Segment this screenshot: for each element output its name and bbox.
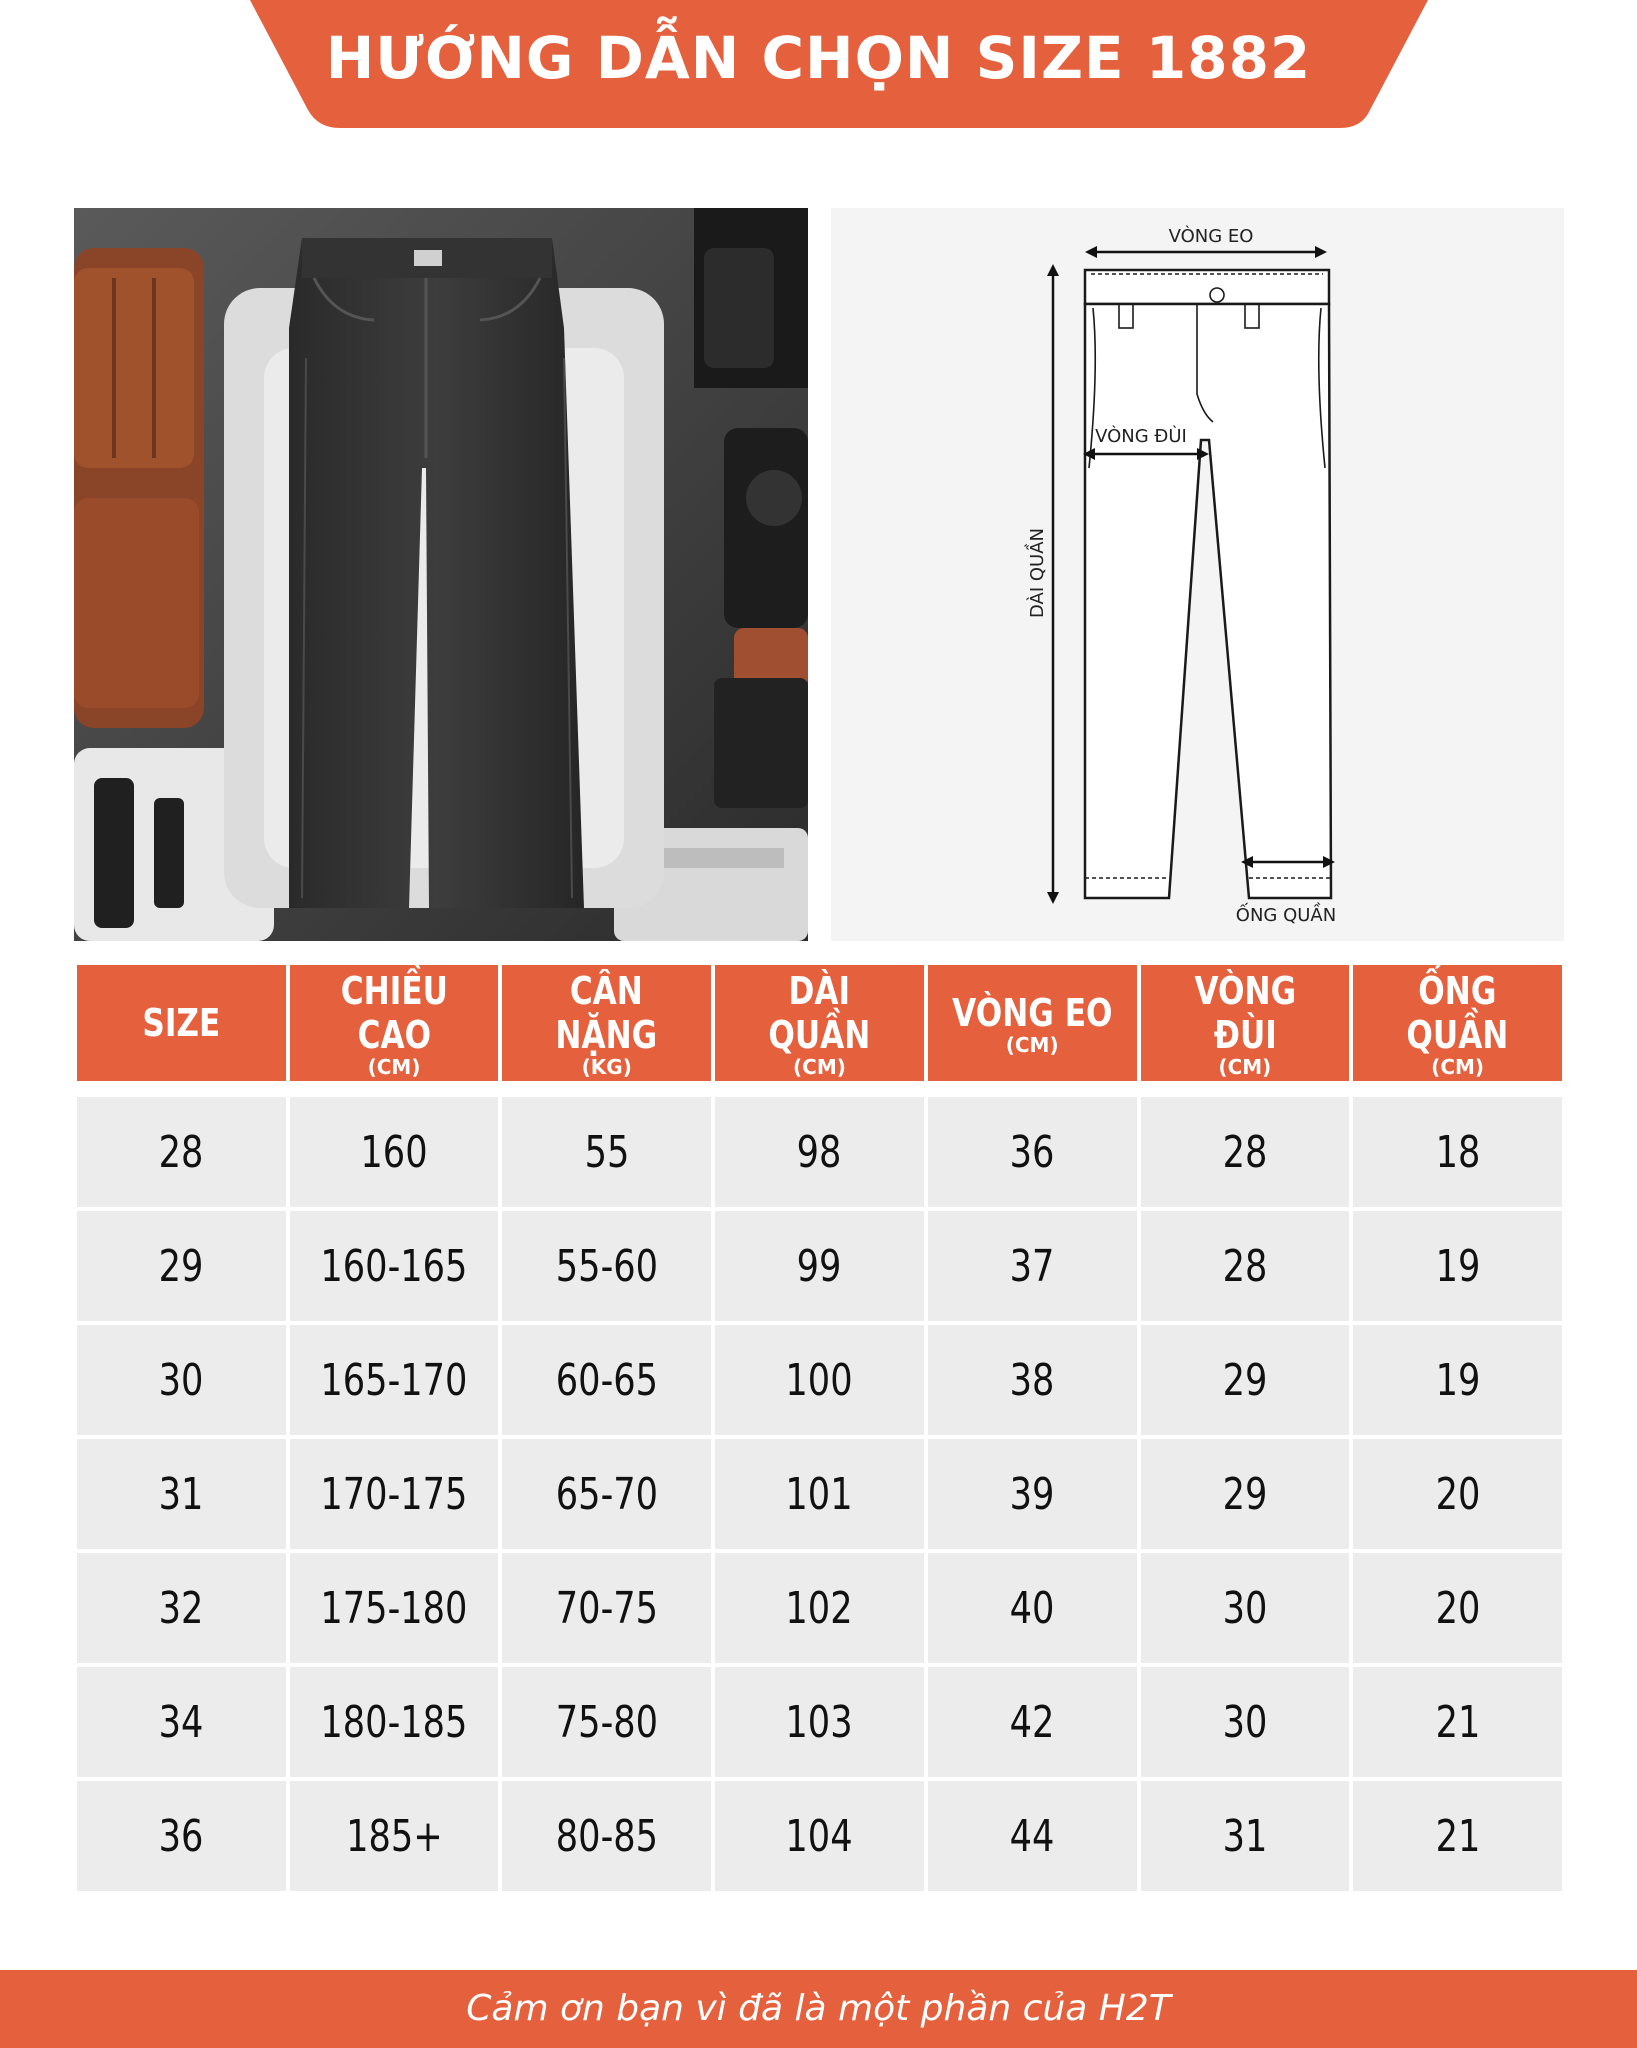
cell-ong-quan: 19 [1353,1211,1562,1325]
cell-size: 28 [77,1097,286,1211]
cell-chieu-cao: 185+ [290,1781,499,1895]
cell-chieu-cao: 160-165 [290,1211,499,1325]
cell-vong-dui: 31 [1141,1781,1350,1895]
page-title: HƯỚNG DẪN CHỌN SIZE 1882 [325,24,1312,92]
cell-vong-eo: 38 [928,1325,1137,1439]
header-size: SIZE [77,965,286,1081]
cell-ong-quan: 21 [1353,1781,1562,1895]
cell-dai-quan: 104 [715,1781,924,1895]
header-row [77,965,1562,1081]
cell-size: 32 [77,1553,286,1667]
cell-ong-quan: 18 [1353,1097,1562,1211]
pants-diagram [831,208,1564,941]
cell-chieu-cao: 165-170 [290,1325,499,1439]
cell-size: 36 [77,1781,286,1895]
footer-bar [0,1970,1637,2048]
cell-ong-quan: 19 [1353,1325,1562,1439]
table-row [77,1667,1562,1781]
cell-vong-eo: 36 [928,1097,1137,1211]
cell-dai-quan: 99 [715,1211,924,1325]
cell-can-nang: 75-80 [502,1667,711,1781]
footer-thanks: Cảm ơn bạn vì đã là một phần của H2T [466,1988,1171,2029]
cell-dai-quan: 100 [715,1325,924,1439]
header-chieu-cao: CHIỀU CAO (CM) [290,965,499,1081]
cell-vong-dui: 30 [1141,1553,1350,1667]
cell-ong-quan: 21 [1353,1667,1562,1781]
label-vong-eo: VÒNG EO [1168,226,1254,247]
cell-vong-eo: 40 [928,1553,1137,1667]
cell-size: 31 [77,1439,286,1553]
table-row [77,1553,1562,1667]
header-dai-quan: DÀI QUẦN (CM) [715,965,924,1081]
jeans-photo [74,208,808,941]
header-can-nang: CÂN NẶNG (KG) [502,965,711,1081]
cell-chieu-cao: 175-180 [290,1553,499,1667]
table-row [77,1781,1562,1895]
cell-can-nang: 70-75 [502,1553,711,1667]
cell-can-nang: 60-65 [502,1325,711,1439]
cell-vong-dui: 30 [1141,1667,1350,1781]
header-vong-dui: VÒNG ĐÙI (CM) [1141,965,1350,1081]
cell-ong-quan: 20 [1353,1553,1562,1667]
cell-dai-quan: 98 [715,1097,924,1211]
cell-vong-eo: 42 [928,1667,1137,1781]
label-vong-dui: VÒNG ĐÙI [1095,426,1187,447]
label-ong-quan: ỐNG QUẦN [1235,905,1337,926]
cell-chieu-cao: 160 [290,1097,499,1211]
cell-dai-quan: 101 [715,1439,924,1553]
title-banner [0,0,1637,130]
cell-vong-dui: 28 [1141,1097,1350,1211]
cell-vong-dui: 28 [1141,1211,1350,1325]
cell-vong-eo: 39 [928,1439,1137,1553]
cell-size: 30 [77,1325,286,1439]
cell-vong-dui: 29 [1141,1325,1350,1439]
cell-can-nang: 55 [502,1097,711,1211]
cell-size: 29 [77,1211,286,1325]
cell-size: 34 [77,1667,286,1781]
table-row [77,1097,1562,1211]
cell-vong-dui: 29 [1141,1439,1350,1553]
table-row [77,1211,1562,1325]
label-dai-quan: DÀI QUẦN [1027,527,1048,619]
cell-dai-quan: 102 [715,1553,924,1667]
header-vong-eo: VÒNG EO (CM) [928,965,1137,1081]
cell-chieu-cao: 180-185 [290,1667,499,1781]
cell-can-nang: 65-70 [502,1439,711,1553]
cell-can-nang: 80-85 [502,1781,711,1895]
cell-vong-eo: 37 [928,1211,1137,1325]
cell-chieu-cao: 170-175 [290,1439,499,1553]
cell-vong-eo: 44 [928,1781,1137,1895]
cell-dai-quan: 103 [715,1667,924,1781]
header-ong-quan: ỐNG QUẦN (CM) [1353,965,1562,1081]
cell-ong-quan: 20 [1353,1439,1562,1553]
cell-can-nang: 55-60 [502,1211,711,1325]
table-row [77,1439,1562,1553]
table-row [77,1325,1562,1439]
size-table [73,965,1566,1895]
